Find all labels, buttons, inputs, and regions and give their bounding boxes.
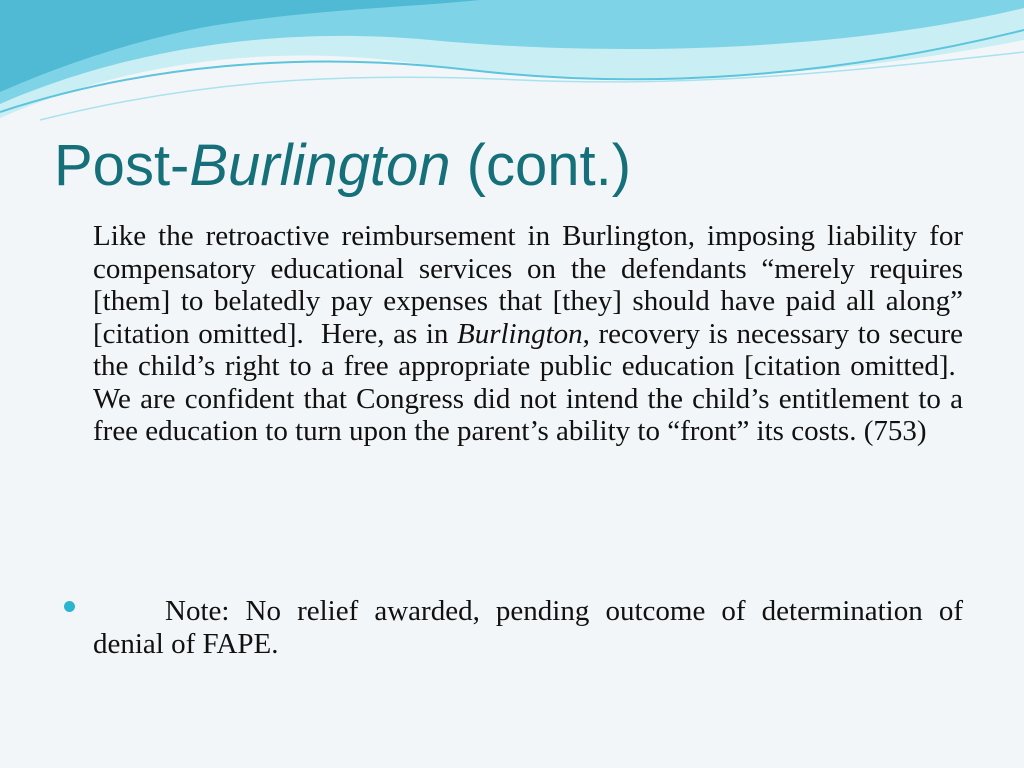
title-suffix: (cont.) (450, 133, 632, 198)
header-wave-decoration (0, 0, 1024, 130)
quote-part-1: Like the retroactive reimbursement in Burlington, imposing liability for compensatory educational services on the defendants “merely requires [them] to belatedly pay expenses that [they] should have paid all along” [citation omitted]. Here, as in (93, 220, 963, 350)
quote-paragraph (93, 220, 963, 448)
quote-emphasis: Burlington (457, 317, 583, 350)
quote-part-2: , recovery is necessary to secure the child’s right to a free appropriate public education [citation omitted]. We are confident that Congress did not intend the child’s entitlement to a free education to turn upon the parent’s ability to “front” its costs. (753) (93, 317, 963, 447)
slide-title (54, 128, 631, 204)
note-bullet (93, 595, 963, 660)
title-emphasis: Burlington (189, 133, 451, 198)
title-prefix: Post- (54, 133, 190, 198)
note-text: Note: No relief awarded, pending outcome of determination of denial of FAPE. (93, 595, 963, 660)
bullet-dot-icon (64, 601, 75, 612)
